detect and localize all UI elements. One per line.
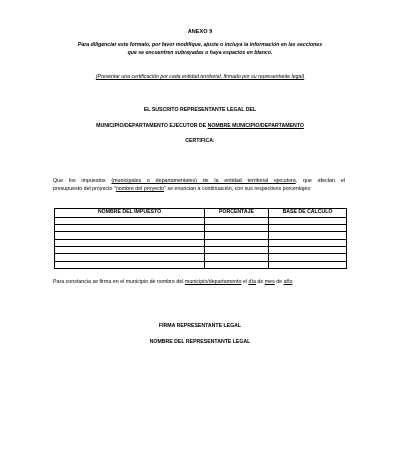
entity-line (0, 123, 400, 129)
year-field: año (283, 279, 293, 285)
percentage-cell[interactable] (205, 217, 269, 224)
tax-name-cell[interactable] (55, 232, 205, 239)
table-row (55, 247, 347, 254)
tax-name-cell[interactable] (55, 239, 205, 246)
calculation-base-cell[interactable] (269, 239, 347, 246)
representative-name-label: NOMBRE DEL REPRESENTANTE LEGAL (149, 339, 251, 345)
table-row (55, 232, 347, 239)
table-row (55, 239, 347, 246)
entity-name: NOMBRE MUNICIPIO/DEPARTAMENTO (207, 123, 304, 129)
body-text-4: " se enuncian a continuación, con sus respectivos porcentajes: (164, 186, 312, 192)
closing-text-1: Para constancia se firma en el municipio de nombre del (53, 279, 185, 285)
percentage-cell[interactable] (205, 247, 269, 254)
closing-text-4: de (274, 279, 284, 285)
entity-prefix: MUNICIPIO/DEPARTAMENTO EJECUTOR DE (96, 123, 208, 129)
header-percentage: PORCENTAJE (205, 209, 269, 218)
tax-name-cell[interactable] (55, 224, 205, 231)
calculation-base-cell[interactable] (269, 224, 347, 231)
tax-table (54, 208, 347, 269)
tax-table-header-row (55, 209, 347, 218)
signatory-heading: EL SUSCRITO REPRESENTANTE LEGAL DEL (143, 107, 257, 113)
day-field: día (248, 279, 256, 285)
percentage-cell[interactable] (205, 261, 269, 268)
table-row (55, 224, 347, 231)
signature-label: FIRMA REPRESENTANTE LEGAL (158, 323, 242, 329)
calculation-base-cell[interactable] (269, 232, 347, 239)
table-row (55, 217, 347, 224)
tax-name-cell[interactable] (55, 247, 205, 254)
annex-title: ANEXO 9 (187, 29, 213, 35)
header-calculation-base: BASE DE CALCULO (269, 209, 347, 218)
table-row (55, 254, 347, 261)
body-line-1 (53, 177, 345, 185)
calculation-base-cell[interactable] (269, 254, 347, 261)
municipality-field: municipio/departamento (184, 279, 242, 285)
instructions-line-1: Para diligenciar este formato, por favor modifique, ajuste o incluya la información en las secciones (77, 42, 323, 48)
closing-statement (53, 279, 292, 285)
percentage-cell[interactable] (205, 239, 269, 246)
closing-text-2: el (241, 279, 249, 285)
month-field: mes (264, 279, 275, 285)
tax-scope-field: (municipales o departamentales) de la entidad territorial ejecutora (111, 178, 296, 184)
project-name-field: nombre del proyecto (115, 186, 165, 192)
body-paragraph (53, 177, 345, 193)
tax-name-cell[interactable] (55, 254, 205, 261)
percentage-cell[interactable] (205, 224, 269, 231)
body-text-2: , que afectan el (295, 178, 345, 184)
header-tax-name: NOMBRE DEL IMPUESTO (55, 209, 205, 218)
table-row (55, 261, 347, 268)
body-text-1: Que los impuestos (53, 178, 112, 184)
calculation-base-cell[interactable] (269, 261, 347, 268)
tax-name-cell[interactable] (55, 261, 205, 268)
tax-name-cell[interactable] (55, 217, 205, 224)
body-line-2 (53, 185, 345, 193)
calculation-base-cell[interactable] (269, 247, 347, 254)
certifica-label: CERTIFICA: (185, 138, 215, 144)
certification-note: (Presentar una certificación por cada entidad territorial, firmado por su representante legal) (95, 74, 305, 80)
closing-text-3: de (255, 279, 265, 285)
instructions-line-2: que se encuentren subrayadas o haya espacios en blanco. (127, 50, 273, 56)
percentage-cell[interactable] (205, 232, 269, 239)
body-text-3: presupuesto del proyecto " (53, 186, 116, 192)
percentage-cell[interactable] (205, 254, 269, 261)
calculation-base-cell[interactable] (269, 217, 347, 224)
